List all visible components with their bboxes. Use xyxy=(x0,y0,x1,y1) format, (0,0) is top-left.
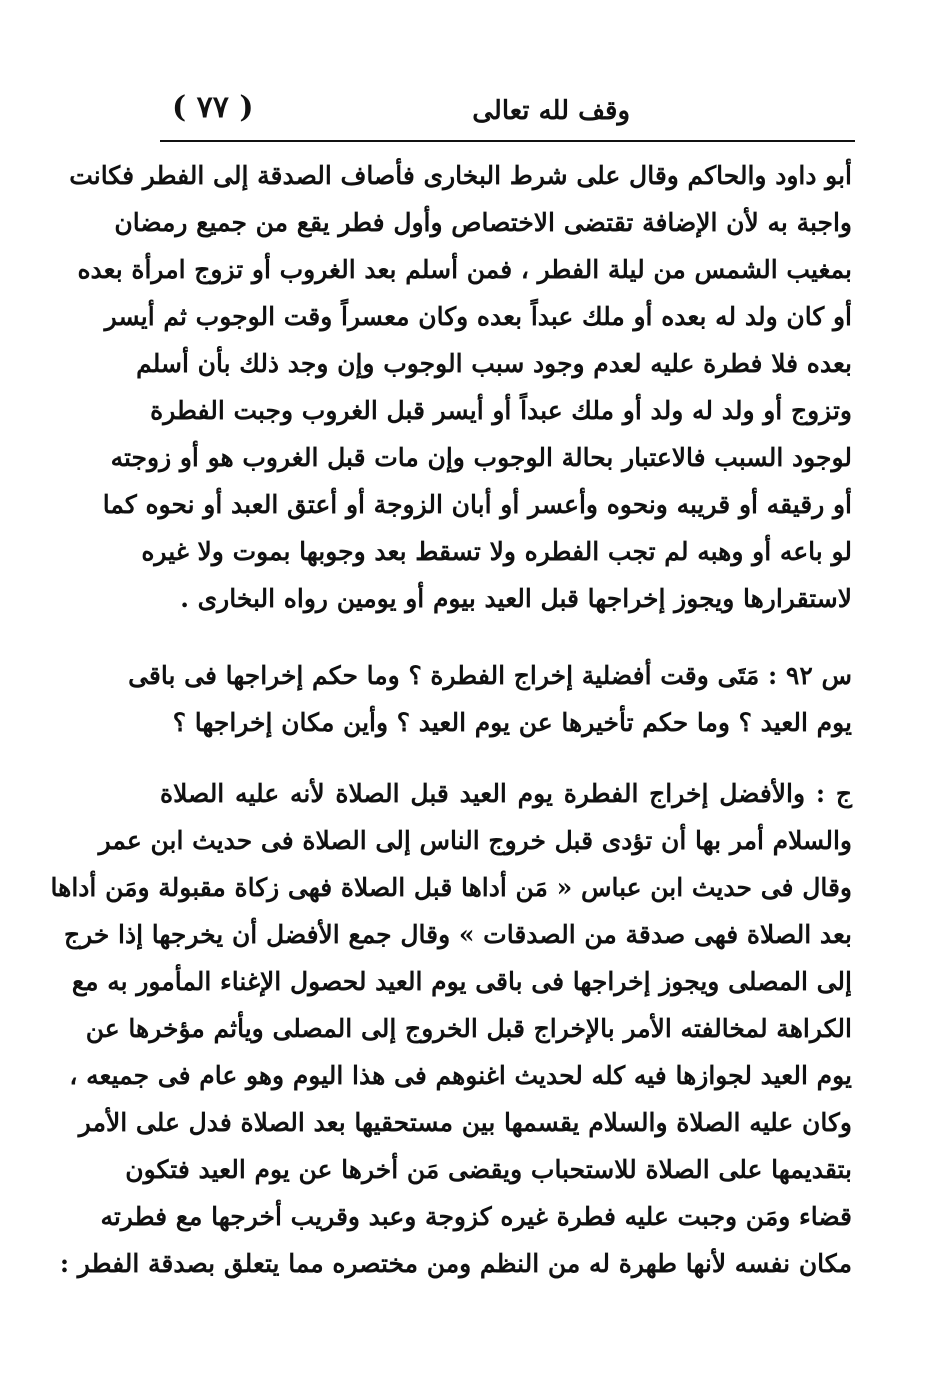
text-line: الكراهة لمخالفته الأمر بالإخراج قبل الخروج إلى المصلى ويأثم مؤخرها عن xyxy=(85,1014,852,1043)
text-line: بعده فلا فطرة عليه لعدم وجود سبب الوجوب وإن وجد ذلك بأن أسلم xyxy=(136,349,852,378)
text-line: إلى المصلى ويجوز إخراجها فى باقى يوم العيد لحصول الإغناء المأمور به مع xyxy=(71,967,852,996)
text-line: يوم العيد لجوازها فيه كله لحديث اغنوهم فى هذا اليوم وهو عام فى جميعه ، xyxy=(69,1061,852,1090)
text-line: مكان نفسه لأنها طهرة له من النظم ومن مختصره مما يتعلق بصدقة الفطر : xyxy=(59,1249,852,1278)
text-line: لو باعه أو وهبه لم تجب الفطره ولا تسقط بعد وجوبها بموت ولا غيره xyxy=(141,537,852,566)
text-line: والسلام أمر بها أن تؤدى قبل خروج الناس إلى الصلاة فى حديث ابن عمر xyxy=(98,826,852,855)
page-header xyxy=(150,82,855,142)
text-line: بتقديمها على الصلاة للاستحباب ويقضى مَن أخرها عن يوم العيد فتكون xyxy=(125,1155,852,1184)
text-line: لوجود السبب فالاعتبار بحالة الوجوب وإن مات قبل الغروب هو أو زوجته xyxy=(110,443,852,472)
text-line: بمغيب الشمس من ليلة الفطر ، فمن أسلم بعد الغروب أو تزوج امرأة بعده xyxy=(77,255,852,284)
text-line: بعد الصلاة فهى صدقة من الصدقات » وقال جمع الأفضل أن يخرجها إذا خرج xyxy=(63,920,852,949)
text-line: ج : والأفضل إخراج الفطرة يوم العيد قبل الصلاة لأنه عليه الصلاة xyxy=(160,779,852,808)
text-line: س ٩٢ : مَتَى وقت أفضلية إخراج الفطرة ؟ وما حكم إخراجها فى باقى xyxy=(128,661,852,690)
text-line: أو رقيقه أو قريبه ونحوه وأعسر أو أبان الزوجة أو أعتق العبد أو نحوه كما xyxy=(102,490,852,519)
running-title: وقف لله تعالى xyxy=(472,96,630,126)
page-number: ( ٧٧ ) xyxy=(172,90,254,125)
text-line: يوم العيد ؟ وما حكم تأخيرها عن يوم العيد ؟ وأين مكان إخراجها ؟ xyxy=(172,708,852,737)
text-line: لاستقرارها ويجوز إخراجها قبل العيد بيوم أو يومين رواه البخارى . xyxy=(180,584,852,613)
answer-paragraph xyxy=(50,770,852,1287)
text-line: وتزوج أو ولد له ولد أو ملك عبداً أو أيسر قبل الغروب وجبت الفطرة xyxy=(150,396,852,425)
text-line: أبو داود والحاكم وقال على شرط البخارى فأصاف الصدقة إلى الفطر فكانت xyxy=(69,161,852,190)
text-line: واجبة به لأن الإضافة تقتضى الاختصاص وأول فطر يقع من جميع رمضان xyxy=(114,208,852,237)
text-line: قضاء ومَن وجبت عليه فطرة غيره كزوجة وعبد وقريب أخرجها مع فطرته xyxy=(100,1202,852,1231)
paragraph-continuation xyxy=(69,152,852,622)
text-line: وكان عليه الصلاة والسلام يقسمها بين مستحقيها بعد الصلاة فدل على الأمر xyxy=(78,1108,852,1137)
question-92 xyxy=(128,652,852,746)
text-line: أو كان ولد له بعده أو ملك عبداً بعده وكان معسراً وقت الوجوب ثم أيسر xyxy=(104,302,852,331)
text-line: وقال فى حديث ابن عباس « مَن أداها قبل الصلاة فهى زكاة مقبولة ومَن أداها xyxy=(50,873,852,902)
header-divider xyxy=(160,140,855,142)
